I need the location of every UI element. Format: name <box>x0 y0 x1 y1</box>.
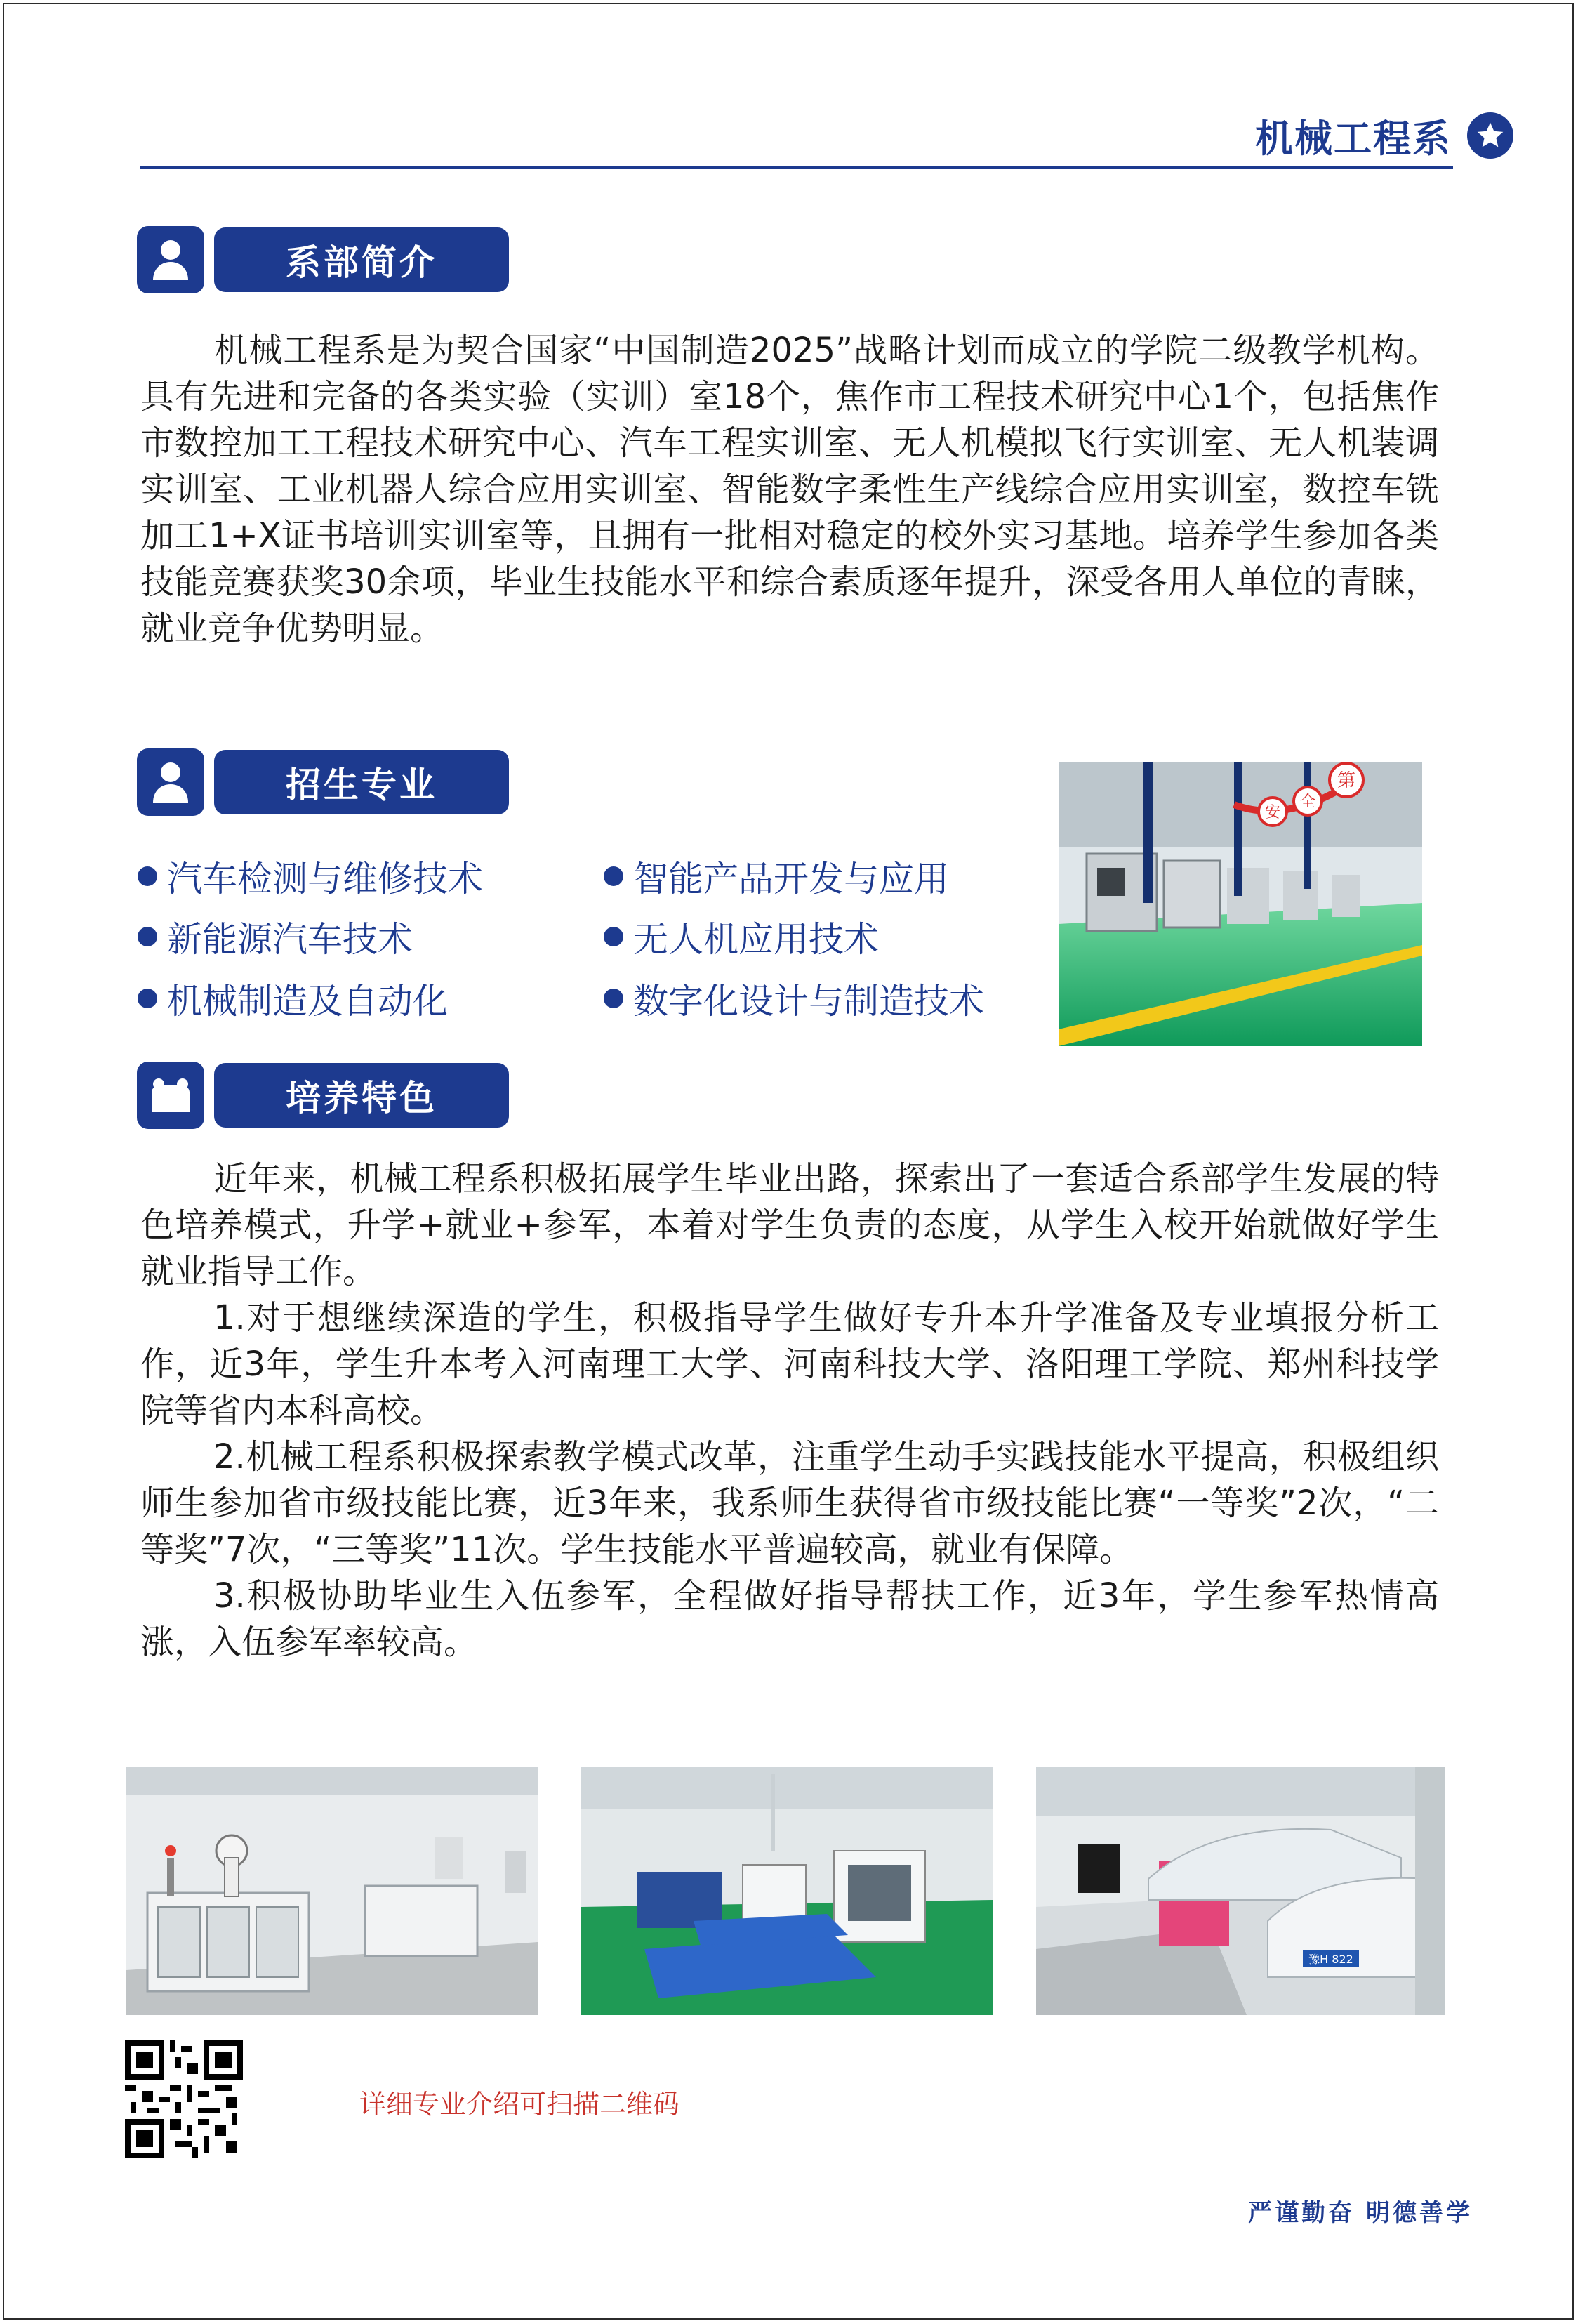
major-item: 机械制造及自动化 <box>138 973 448 1024</box>
bullet-icon <box>138 989 157 1008</box>
features-paragraph: 3.积极协助毕业生入伍参军，全程做好指导帮扶工作，近3年，学生参军热情高涨，入伍参军率较高。 <box>140 1576 1439 1662</box>
features-paragraph: 2.机械工程系积极探索教学模式改革，注重学生动手实践技能水平提高，积极组织师生参加省市级技能比赛，近3年来，我系师生获得省市级技能比赛“一等奖”2次，“二等奖”7次，“三等奖”11次。学生技能水平普遍较高，就业有保障。 <box>140 1437 1439 1569</box>
section-heading-majors <box>137 748 509 816</box>
section-heading-intro <box>137 226 509 293</box>
major-item: 数字化设计与制造技术 <box>604 973 984 1024</box>
major-item: 汽车检测与维修技术 <box>138 851 483 902</box>
school-motto: 严谨勤奋 明德善学 <box>1248 2199 1473 2227</box>
qr-code-icon[interactable] <box>125 2040 243 2158</box>
sign-char: 第 <box>1337 770 1356 791</box>
section-title-intro: 系部简介 <box>214 227 509 292</box>
bullet-icon <box>604 927 623 946</box>
major-item: 无人机应用技术 <box>604 911 879 962</box>
features-body <box>140 1156 1439 1665</box>
bullet-icon <box>604 989 623 1008</box>
qr-caption: 详细专业介绍可扫描二维码 <box>359 2089 680 2120</box>
features-paragraph: 1.对于想继续深造的学生，积极指导学生做好专升本升学准备及专业填报分析工作，近3年，学生升本考入河南理工大学、河南科技大学、洛阳理工学院、郑州科技学院等省内本科高校。 <box>140 1298 1439 1430</box>
section-heading-features <box>137 1062 509 1129</box>
department-title: 机械工程系 <box>1255 116 1452 161</box>
group-icon <box>137 1062 204 1129</box>
star-icon <box>1467 112 1513 159</box>
header-divider <box>140 166 1453 169</box>
major-item: 新能源汽车技术 <box>138 911 413 962</box>
intro-text: 机械工程系是为契合国家“中国制造2025”战略计划而成立的学院二级教学机构。具有先进和完备的各类实验（实训）室18个，焦作市工程技术研究中心1个，包括焦作市数控加工工程技术研究中心、汽车工程实训室、无人机模拟飞行实训室、无人机装调实训室、工业机器人综合应用实训室、智能数字柔性生产线综合应用实训室，数控车铣加工1+X证书培训实训室等，且拥有一批相对稳定的校外实习基地。培养学生参加各类技能竞赛获奖30余项，毕业生技能水平和综合素质逐年提升，深受各用人单位的青睐，就业竞争优势明显。 <box>140 331 1439 648</box>
person-icon <box>137 748 204 816</box>
car-workshop-photo <box>1036 1767 1445 2015</box>
bullet-icon <box>138 866 157 886</box>
major-item: 智能产品开发与应用 <box>604 851 949 902</box>
intro-paragraph <box>140 327 1439 652</box>
department-header <box>1255 105 1513 166</box>
banner-char: 安 <box>1264 804 1281 821</box>
workshop-photo <box>1059 762 1422 1046</box>
bullet-icon <box>604 866 623 886</box>
license-plate: 豫H 822 <box>1308 1953 1353 1966</box>
section-title-majors: 招生专业 <box>214 750 509 814</box>
robot-lab-photo <box>126 1767 538 2015</box>
bullet-icon <box>138 927 157 946</box>
person-icon <box>137 226 204 293</box>
auto-training-room-photo <box>581 1767 993 2015</box>
banner-char: 全 <box>1299 793 1316 811</box>
section-title-features: 培养特色 <box>214 1063 509 1128</box>
features-paragraph: 近年来，机械工程系积极拓展学生毕业出路，探索出了一套适合系部学生发展的特色培养模式，升学+就业+参军，本着对学生负责的态度，从学生入校开始就做好学生就业指导工作。 <box>140 1159 1439 1291</box>
